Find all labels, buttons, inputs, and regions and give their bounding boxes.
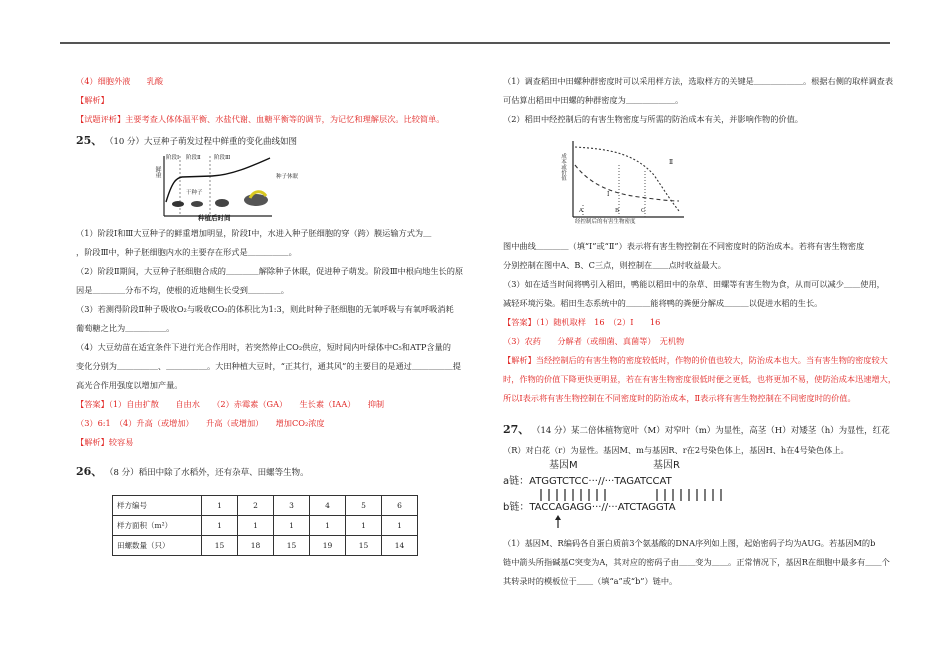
table-cell: 2	[238, 496, 274, 516]
q26-jiexi-1: 【解析】当经控制后的有害生物的密度较低时，作物的价值也较大，防治成本也大。当有害生物的密度较大	[503, 355, 888, 365]
q27-line-2: （R）对白花（r）为显性。基因M、m与基因R、r在2号染色体上，基因H、h在4号染色体上。	[503, 445, 849, 455]
fig1-stage1: 阶段Ⅰ	[166, 155, 180, 161]
fig2-point-B: B	[615, 208, 620, 214]
fig1-stage2: 阶段Ⅱ	[186, 155, 201, 161]
fig2-curve2-label: Ⅱ	[669, 159, 674, 166]
fig1-ylabel: 鲜重	[154, 166, 161, 178]
fig1-stage3: 阶段Ⅲ	[214, 155, 231, 161]
table-cell: 1	[202, 496, 238, 516]
gene-R-label: 基因R	[653, 460, 680, 471]
q24-answer-4: （4）细胞外液 乳酸	[76, 76, 164, 86]
fig2-xlabel: 经控制后的有害生物密度	[575, 219, 636, 225]
q25-number: 25、	[76, 134, 103, 147]
mutation-arrow-icon	[553, 515, 563, 529]
q25-answer-1: 【答案】（1）自由扩散 自由水 （2）赤霉素（GA） 生长素（IAA） 抑制	[76, 399, 385, 409]
table-row	[113, 496, 418, 516]
q24-pingxi: 【试题评析】主要考查人体体温平衡、水盐代谢、血糖平衡等的调节，为记忆和理解层次。比较简单。	[76, 114, 445, 124]
gene-sequence-figure	[503, 460, 803, 530]
table-cell: 15	[274, 536, 310, 556]
q26-number: 26、	[76, 465, 103, 478]
q26-line-b1: 图中曲线＿＿＿＿（填“Ⅰ”或“Ⅱ”）表示将有害生物控制在不同密度时的防治成本。若将有害生物密度	[503, 241, 865, 251]
q26-line-b2: 分别控制在图中A、B、C三点，则控制在＿＿点时收益最大。	[503, 260, 726, 270]
table-row	[113, 516, 418, 536]
table-cell: 样方编号	[113, 496, 202, 516]
seed-germination-figure	[152, 152, 352, 222]
b-chain-sequence: b链：TACCAGAGG···//···ATCTAGGTA	[503, 502, 676, 513]
fig1-dry-seed-label: 干种子	[186, 190, 203, 196]
left-column	[76, 72, 476, 556]
table-cell: 1	[238, 516, 274, 536]
dry-seed-shape	[172, 201, 184, 207]
table-cell: 6	[382, 496, 418, 516]
cost-value-figure	[559, 135, 709, 231]
q26-answer-2: （3）农药 分解者（或细菌、真菌等） 无机物	[503, 336, 685, 346]
seed-shape-3	[215, 199, 229, 207]
q25-line-9: 高光合作用强度以增加产量。	[76, 380, 183, 390]
table-cell: 3	[274, 496, 310, 516]
table-row	[113, 536, 418, 556]
q25-title: （10 分）大豆种子萌发过程中鲜重的变化曲线如图	[105, 137, 298, 147]
q25-line-1: （1）阶段Ⅰ和Ⅲ大豆种子的鲜重增加明显，阶段Ⅰ中，水进入种子胚细胞的穿（跨）膜运输方式为＿	[76, 228, 432, 238]
table-cell: 15	[346, 536, 382, 556]
right-column	[503, 72, 898, 591]
table-cell: 15	[202, 536, 238, 556]
gene-M-label: 基因M	[549, 460, 578, 471]
top-rule	[60, 42, 890, 44]
seed-curve-svg	[152, 152, 352, 222]
table-cell: 1	[382, 516, 418, 536]
curve-I	[575, 165, 679, 201]
table-cell: 14	[382, 536, 418, 556]
q26-jiexi-2: 时，作物的价值下降更快更明显，若在有害生物密度很低时便之更低，也将更加不易，使防治成本迅速增大，	[503, 374, 897, 384]
q27-sub-3: 其转录时的模板位于＿＿（填“a”或“b”）链中。	[503, 576, 678, 586]
q25-body	[76, 224, 476, 452]
fig2-curve1-label: Ⅰ	[607, 191, 610, 198]
table-cell: 样方面积（m²）	[113, 516, 202, 536]
cost-value-svg	[559, 135, 709, 231]
q24-jiexi: 【解析】	[76, 95, 109, 105]
q26-line-b3: （3）如在适当时间将鸭引入稻田，鸭能以稻田中的杂草、田螺等有害生物为食，从而可以减少＿＿使用，	[503, 279, 885, 289]
q26-jiexi-3: 所以Ⅰ表示将有害生物控制在不同密度时的防治成本，Ⅱ表示将有害生物控制在不同密度时的价值。	[503, 393, 856, 403]
q25-line-3: （2）阶段Ⅱ期间，大豆种子胚细胞合成的＿＿＿＿解除种子休眠，促进种子萌发。阶段Ⅲ中根向地生长的原	[76, 266, 464, 276]
q27-number: 27、	[503, 423, 530, 436]
quadrat-table	[112, 495, 418, 556]
fig1-seedling-label: 种子休眠	[276, 174, 299, 180]
table-cell: 1	[202, 516, 238, 536]
table-cell: 田螺数量（只）	[113, 536, 202, 556]
q26-heading	[76, 462, 476, 483]
fig1-xlabel: 种植后时间	[198, 214, 231, 222]
fig2-point-A: A	[579, 208, 583, 214]
seed-shape-2	[191, 201, 203, 207]
q27-heading	[503, 420, 898, 441]
q25-line-4: 因是＿＿＿＿分布不均，使根的近地侧生长受到＿＿＿＿。	[76, 285, 289, 295]
q27-sub-2: 链中箭头所指碱基C突变为A，其对应的密码子由＿＿变为＿＿。正常情况下，基因R在细胞中最多有＿＿个	[503, 557, 890, 567]
q26-title: （8 分）稻田中除了水稻外，还有杂草、田螺等生物。	[105, 468, 309, 478]
q26-line-a2: 可估算出稻田中田螺的种群密度为＿＿＿＿＿＿。	[503, 95, 684, 105]
table-cell: 18	[238, 536, 274, 556]
fig2-ylabel: 成本或价值	[560, 153, 566, 181]
q25-line-7: （4）大豆幼苗在适宜条件下进行光合作用时，若突然停止CO₂供应，短时间内叶绿体中C₅和ATP含量的	[76, 342, 451, 352]
table-cell: 1	[310, 516, 346, 536]
table-cell: 19	[310, 536, 346, 556]
q25-heading	[76, 131, 476, 152]
table-cell: 1	[346, 516, 382, 536]
table-cell: 4	[310, 496, 346, 516]
curve-II	[575, 147, 679, 211]
table-cell: 5	[346, 496, 382, 516]
q26-line-b4: 减轻环境污染。稻田生态系统中的＿＿＿能将鸭的粪便分解成＿＿＿以促进水稻的生长。	[503, 298, 823, 308]
q26-line-a3: （2）稻田中经控制后的有害生物密度与所需的防治成本有关，并影响作物的价值。	[503, 114, 803, 124]
q26-line-a1: （1）调查稻田中田螺种群密度时可以采用样方法，选取样方的关键是＿＿＿＿＿＿。根据右侧的取样调查表	[503, 76, 894, 86]
q26-body-b	[503, 237, 898, 408]
q27-sub-1: （1）基因M、R编码各自蛋白质前3个氨基酸的DNA序列如上图，起始密码子均为AUG。若基因M的b	[503, 538, 876, 548]
q25-line-8: 变化分别为＿＿＿＿＿、＿＿＿＿＿。大田种植大豆时，“正其行，通其风”的主要目的是通过＿＿＿＿＿提	[76, 361, 461, 371]
a-chain-sequence: a链：ATGGTCTCC···//···TAGATCCAT	[503, 476, 672, 487]
base-pair-lines	[539, 488, 799, 502]
q25-answer-3: 【解析】较容易	[76, 437, 134, 447]
fig2-point-C: C	[641, 208, 646, 214]
q25-answer-2: （3）6:1 （4）升高（或增加） 升高（或增加） 增加CO₂浓度	[76, 418, 325, 428]
q25-line-5: （3）若测得阶段Ⅱ种子吸收O₂与吸收CO₂的体积比为1:3，则此时种子胚细胞的无氧呼吸与有氧呼吸消耗	[76, 304, 454, 314]
q26-answer-1: 【答案】（1）随机取样 16 （2）Ⅰ 16	[503, 317, 661, 327]
table-cell: 1	[274, 516, 310, 536]
q25-line-6: 葡萄糖之比为＿＿＿＿＿。	[76, 323, 175, 333]
q25-line-2: ，阶段Ⅲ中，种子胚细胞内水的主要存在形式是＿＿＿＿＿。	[76, 247, 297, 257]
q27-line-1: （14 分）某二倍体植物宽叶（M）对窄叶（m）为显性，高茎（H）对矮茎（h）为显性，红花	[532, 426, 890, 436]
